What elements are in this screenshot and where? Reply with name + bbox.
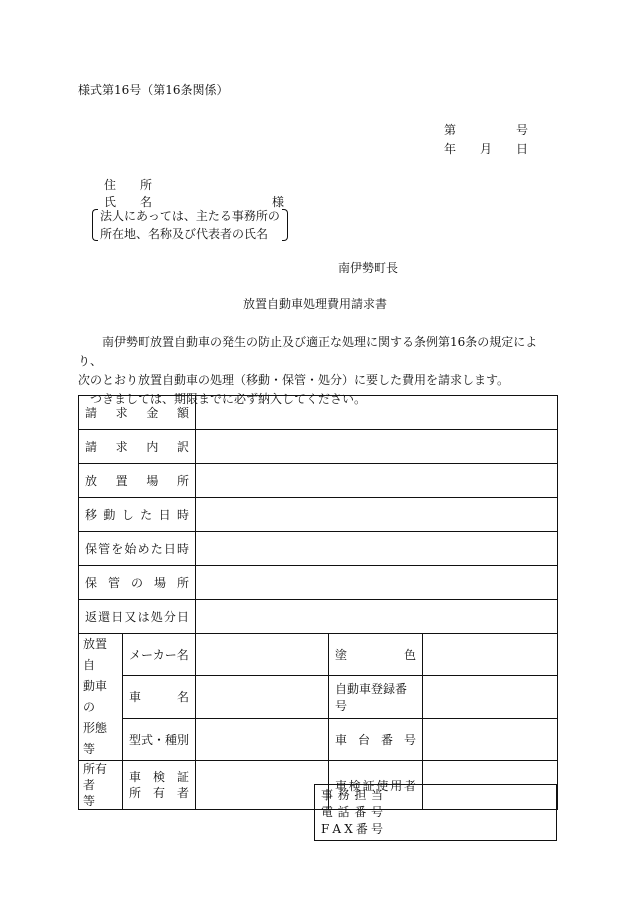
document-title: 放置自動車処理費用請求書 [242, 297, 387, 311]
model-type-label: 型式・種別 [123, 719, 196, 761]
number-prefix: 第 [444, 123, 457, 137]
table-row [79, 464, 558, 498]
inspection-owner-label: 車 検 証 所 有 者 [123, 761, 196, 810]
inspection-user-label: 車 検 証 使 用 者 [329, 761, 423, 810]
address-label: 住 所 [104, 178, 152, 192]
car-name-value[interactable] [196, 675, 329, 718]
table-row [79, 532, 558, 566]
row-value[interactable] [196, 532, 558, 566]
maker-name-label: メーカー名 [123, 634, 196, 676]
row-value[interactable] [196, 464, 558, 498]
table-row [79, 675, 558, 718]
fax-label: F A X 番 号 [321, 822, 383, 836]
row-label: 移 動 し た 日 時 [79, 498, 196, 532]
vehicle-group-label: 放置自 動車の 形態等 [79, 634, 123, 761]
paint-color-value[interactable] [423, 634, 558, 676]
row-label: 放 置 場 所 [79, 464, 196, 498]
document-number-line [444, 124, 528, 136]
owner-group-label: 所有者 等 [79, 761, 123, 810]
body-paragraph: 南伊勢町放置自動車の発生の防止及び適正な処理に関する条例第16条の規定により、 次のとおり放置自動車の処理（移動・保管・処分）に要した費用を請求します。 つきましては、期限までに必ず納入してください。 [78, 335, 538, 406]
name-label: 氏 名 [104, 195, 152, 209]
corporation-note: 法人にあっては、主たる事務所の 所在地、名称及び代表者の氏名 [92, 207, 288, 243]
paint-color-label: 塗 色 [329, 634, 423, 676]
row-value[interactable] [196, 498, 558, 532]
row-value[interactable] [196, 566, 558, 600]
row-label: 保 管 の 場 所 [79, 566, 196, 600]
table-row [79, 396, 558, 430]
table-row [79, 566, 558, 600]
row-value[interactable] [196, 430, 558, 464]
registration-number-value[interactable] [423, 675, 558, 718]
month-label: 月 [479, 142, 492, 156]
honorific: 様 [271, 195, 284, 209]
table-row [79, 719, 558, 761]
contact-box [314, 784, 557, 841]
table-row [79, 600, 558, 634]
phone-label: 電 話 番 号 [321, 805, 383, 819]
row-value[interactable] [196, 600, 558, 634]
table-row [79, 498, 558, 532]
row-label: 請 求 金 額 [79, 396, 196, 430]
inspection-owner-value[interactable] [196, 761, 329, 810]
date-line [444, 143, 528, 155]
row-label: 返 還 日 又 は 処 分 日 [79, 600, 196, 634]
year-label: 年 [444, 142, 457, 156]
maker-name-value[interactable] [196, 634, 329, 676]
table-row [79, 430, 558, 464]
day-label: 日 [515, 142, 528, 156]
staff-label: 事 務 担 当 [321, 788, 383, 802]
table-row [79, 634, 558, 676]
form-number: 様式第16号（第16条関係） [78, 83, 229, 97]
car-name-label: 車 名 [123, 675, 196, 718]
row-value[interactable] [196, 396, 558, 430]
issuer: 南伊勢町長 [338, 261, 399, 275]
row-label: 保 管 を 始 め た 日 時 [79, 532, 196, 566]
model-type-value[interactable] [196, 719, 329, 761]
contact-cell [315, 785, 557, 841]
request-table [78, 395, 558, 810]
number-suffix: 号 [515, 123, 528, 137]
row-label: 請 求 内 訳 [79, 430, 196, 464]
chassis-number-value[interactable] [423, 719, 558, 761]
registration-number-label: 自動車登録番号 [329, 675, 423, 718]
chassis-number-label: 車 台 番 号 [329, 719, 423, 761]
